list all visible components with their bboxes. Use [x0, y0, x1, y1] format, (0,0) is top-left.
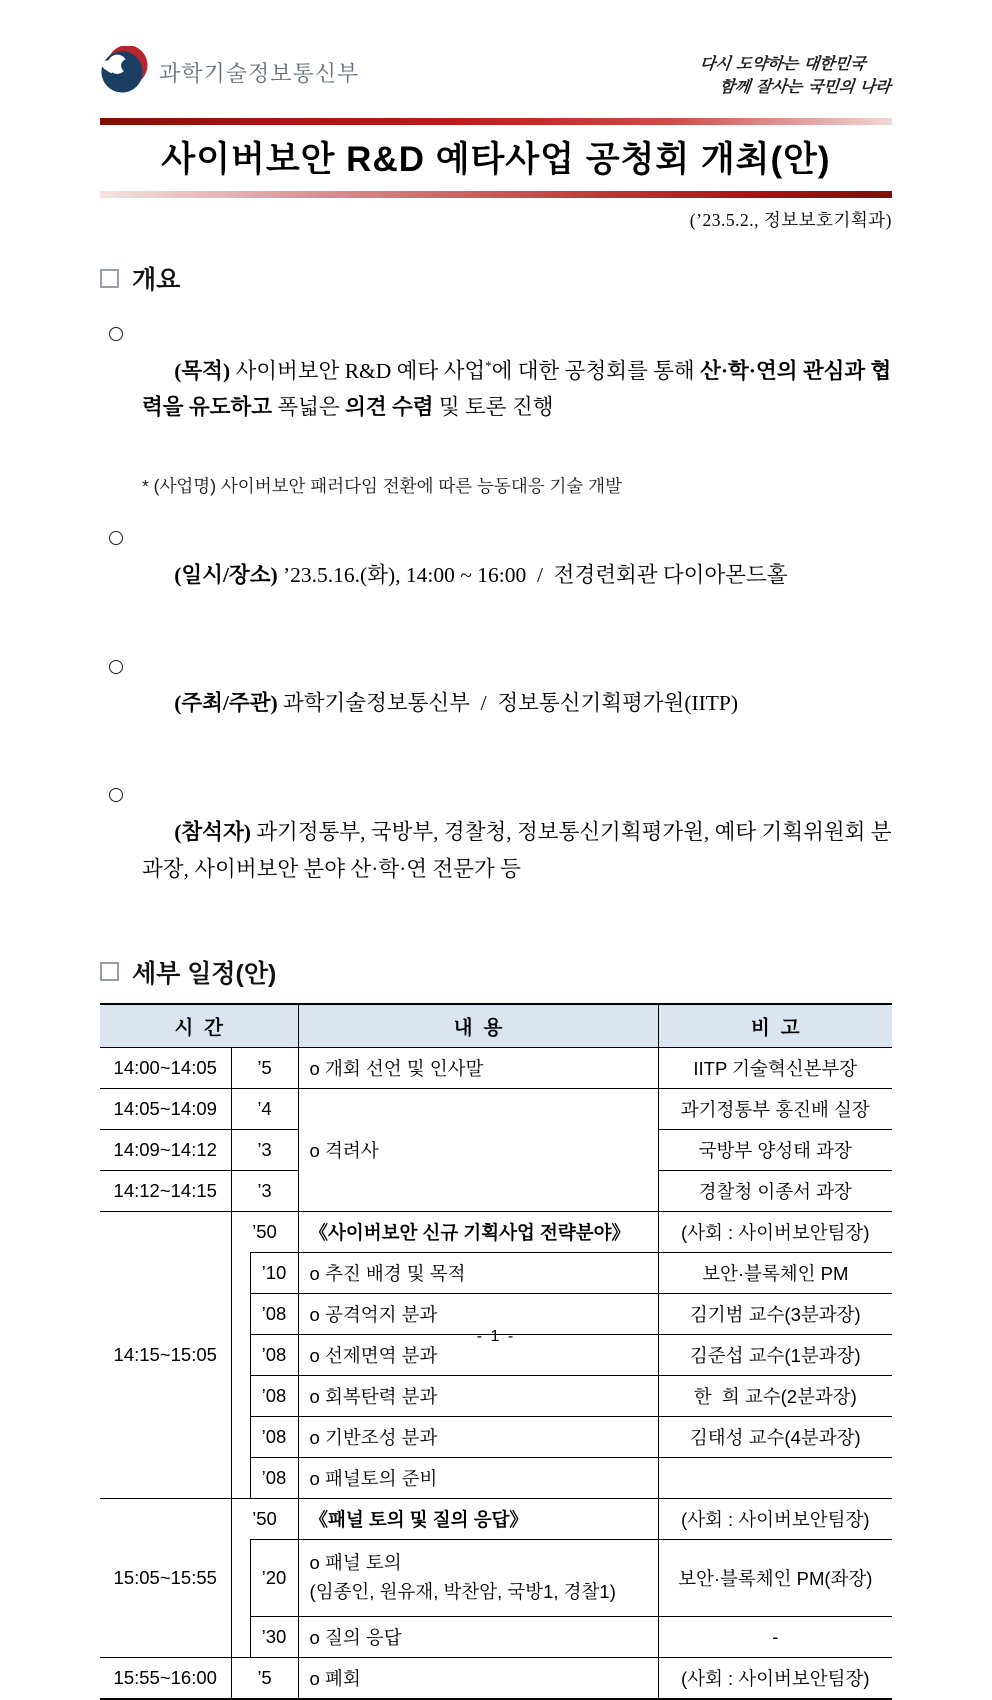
- time-cell: 14:00~14:05: [100, 1047, 231, 1088]
- duration-cell: ’30: [250, 1616, 298, 1657]
- time-cell: 14:15~15:05: [100, 1211, 231, 1498]
- content-cell: o 개회 선언 및 인사말: [298, 1047, 658, 1088]
- page-number: - 1 -: [476, 1328, 516, 1345]
- table-row: [100, 1211, 892, 1252]
- duration-cell: ’4: [231, 1088, 298, 1129]
- note-cell: 경찰청 이종서 과장: [658, 1170, 892, 1211]
- circle-bullet-icon: [109, 660, 123, 674]
- slogan-line-1: 다시 도약하는 대한민국: [698, 54, 867, 73]
- time-cell: 15:05~15:55: [100, 1498, 231, 1657]
- circle-bullet-icon: [109, 327, 123, 341]
- note-cell: 김기범 교수(3분과장): [658, 1293, 892, 1334]
- table-row: [100, 1498, 892, 1539]
- content-cell: o 질의 응답: [298, 1616, 658, 1657]
- bullet-attendees: [100, 777, 892, 923]
- note-cell: (사회 : 사이버보안팀장): [658, 1498, 892, 1539]
- schedule-heading: [100, 954, 892, 990]
- datetime-text: ’23.5.16.(화), 14:00 ~ 16:00 / 전경련회관 다이아몬드홀: [283, 562, 788, 587]
- note-cell: 국방부 양성태 과장: [658, 1129, 892, 1170]
- square-bullet-icon: [100, 269, 119, 288]
- overview-bullets: [100, 316, 892, 924]
- content-cell: o 기반조성 분과: [298, 1416, 658, 1457]
- host-label: (주최/주관): [174, 691, 283, 716]
- circle-bullet-icon: [109, 531, 123, 545]
- purpose-text: 에 대한 공청회를 통해: [491, 358, 701, 383]
- note-cell: 한 희 교수(2분과장): [658, 1375, 892, 1416]
- bullet-datetime-venue: [100, 520, 892, 630]
- date-department-label: (’23.5.2., 정보보호기획과): [689, 210, 892, 230]
- duration-cell: ’08: [250, 1293, 298, 1334]
- government-slogan: [696, 46, 895, 98]
- content-cell: o 회복탄력 분과: [298, 1375, 658, 1416]
- host-text: 과학기술정보통신부 / 정보통신기획평가원(IITP): [283, 691, 739, 716]
- purpose-text: 사이버보안 R&D 예타 사업: [235, 358, 486, 383]
- purpose-text: 및 토론 진행: [438, 395, 554, 420]
- purpose-bold-text: 산·학·연의 관심과 협력을 유도하고: [142, 358, 892, 420]
- duration-cell: ’50: [231, 1498, 298, 1539]
- duration-cell: ’5: [231, 1657, 298, 1699]
- time-cell: 15:55~16:00: [100, 1657, 231, 1699]
- ministry-logo-icon: [100, 46, 148, 94]
- time-cell: 14:05~14:09: [100, 1088, 231, 1129]
- slogan-line-2: 함께 잘사는 국민의 나라: [718, 77, 892, 97]
- title-divider-bottom: [100, 191, 892, 198]
- note-cell: -: [658, 1616, 892, 1657]
- note-cell: 보안·블록체인 PM(좌장): [658, 1539, 892, 1616]
- content-cell: 《패널 토의 및 질의 응답》: [298, 1498, 658, 1539]
- table-row: [100, 1657, 892, 1699]
- purpose-bold-text: 의견 수렴: [345, 395, 439, 420]
- schedule-heading-label: 세부 일정(안): [132, 959, 277, 988]
- footnote-marker: *: [485, 357, 492, 373]
- letterhead: [100, 46, 892, 104]
- datetime-label: (일시/장소): [174, 562, 283, 587]
- ministry-brand: [100, 46, 359, 94]
- table-row: [100, 1047, 892, 1088]
- content-cell: 《사이버보안 신규 기획사업 전략분야》: [298, 1211, 658, 1252]
- column-header-note: 비 고: [658, 1004, 892, 1048]
- note-cell: (사회 : 사이버보안팀장): [658, 1657, 892, 1699]
- duration-cell: ’20: [250, 1539, 298, 1616]
- time-cell: 14:12~14:15: [100, 1170, 231, 1211]
- note-cell: 김태성 교수(4분과장): [658, 1416, 892, 1457]
- content-cell: [298, 1539, 658, 1616]
- document-title: 사이버보안 R&D 예타사업 공청회 개최(안): [161, 140, 831, 179]
- project-name-footnote: * (사업명) 사이버보안 패러다임 전환에 따른 능동대응 기술 개발: [142, 476, 622, 497]
- note-cell: 보안·블록체인 PM: [658, 1252, 892, 1293]
- title-block: [100, 118, 892, 198]
- table-row: [100, 1088, 892, 1129]
- column-header-time: 시 간: [100, 1004, 298, 1048]
- panel-discussion-line: o 패널 토의: [309, 1551, 402, 1573]
- note-cell: 김준섭 교수(1분과장): [658, 1334, 892, 1375]
- indent-spacer-cell: [231, 1539, 250, 1657]
- circle-bullet-icon: [109, 788, 123, 802]
- note-cell: 과기정통부 홍진배 실장: [658, 1088, 892, 1129]
- duration-cell: ’10: [250, 1252, 298, 1293]
- panelists-line: (임종인, 원유재, 박찬암, 국방1, 경찰1): [309, 1580, 616, 1602]
- overview-heading-label: 개요: [132, 266, 181, 294]
- attendees-label: (참석자): [174, 820, 257, 845]
- note-cell: (사회 : 사이버보안팀장): [658, 1211, 892, 1252]
- duration-cell: ’5: [231, 1047, 298, 1088]
- duration-cell: ’08: [250, 1457, 298, 1498]
- note-cell: [658, 1457, 892, 1498]
- purpose-text: 폭넓은: [277, 395, 346, 420]
- attendees-text: 과기정통부, 국방부, 경찰청, 정보통신기획평가원, 예타 기획위원회 분과장, 사이버보안 분야 산·학·연 전문가 등: [142, 820, 892, 881]
- content-cell: o 추진 배경 및 목적: [298, 1252, 658, 1293]
- content-cell: o 격려사: [298, 1088, 658, 1211]
- column-header-content: 내 용: [298, 1004, 658, 1048]
- indent-spacer-cell: [231, 1252, 250, 1498]
- content-cell: o 공격억지 분과: [298, 1293, 658, 1334]
- table-header-row: [100, 1004, 892, 1048]
- overview-heading: [100, 260, 892, 296]
- purpose-label: (목적): [174, 358, 236, 383]
- content-cell: o 폐회: [298, 1657, 658, 1699]
- schedule-table: [100, 1003, 892, 1700]
- time-cell: 14:09~14:12: [100, 1129, 231, 1170]
- duration-cell: ’08: [250, 1416, 298, 1457]
- content-cell: o 선제면역 분과: [298, 1334, 658, 1375]
- duration-cell: ’50: [231, 1211, 298, 1252]
- square-bullet-icon: [100, 962, 119, 981]
- duration-cell: ’08: [250, 1375, 298, 1416]
- content-cell: o 패널토의 준비: [298, 1457, 658, 1498]
- duration-cell: ’08: [250, 1334, 298, 1375]
- note-cell: IITP 기술혁신본부장: [658, 1047, 892, 1088]
- bullet-host: [100, 649, 892, 759]
- ministry-name: 과학기술정보통신부: [159, 60, 360, 86]
- duration-cell: ’3: [231, 1129, 298, 1170]
- bullet-purpose: [100, 316, 892, 462]
- duration-cell: ’3: [231, 1170, 298, 1211]
- title-divider-top: [100, 118, 892, 125]
